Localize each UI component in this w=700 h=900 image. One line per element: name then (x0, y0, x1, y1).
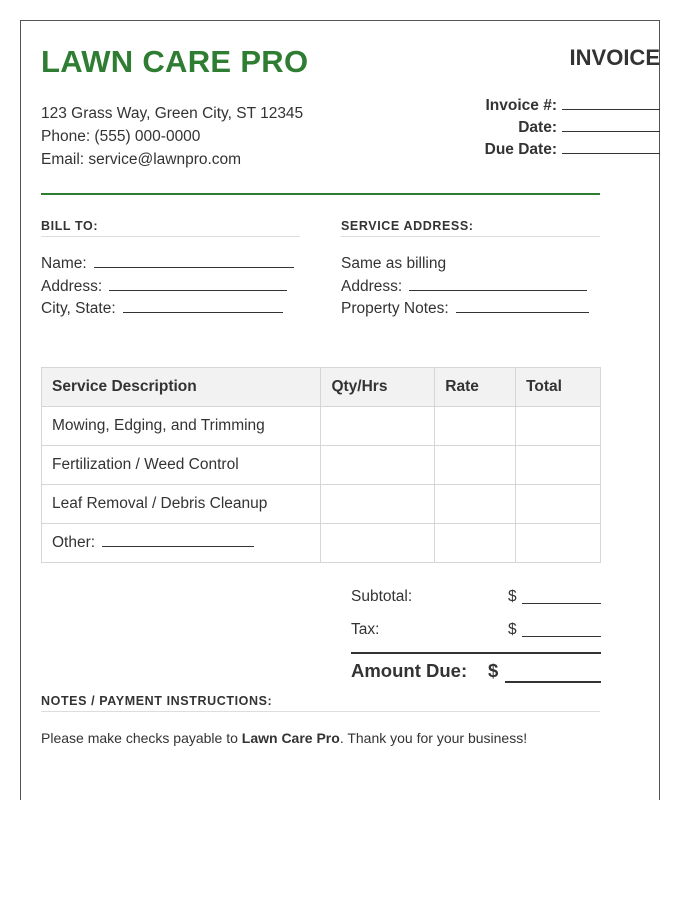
subtotal-row (351, 588, 601, 621)
service-address-heading: SERVICE ADDRESS: (341, 219, 600, 237)
services-table (41, 367, 601, 563)
service-address-label: Address: (341, 277, 403, 295)
company-phone: Phone: (555) 000-0000 (41, 128, 201, 145)
amount-due-divider (351, 652, 601, 654)
invoice-due-row (485, 139, 660, 161)
notes-heading: NOTES / PAYMENT INSTRUCTIONS: (41, 694, 600, 712)
bill-name-field[interactable] (94, 255, 294, 268)
bill-address-field[interactable] (109, 278, 287, 291)
invoice-date-label: Date: (518, 119, 557, 136)
column-header-rate: Rate (435, 368, 516, 407)
subtotal-label: Subtotal: (351, 588, 413, 605)
bill-to-block (41, 253, 294, 321)
bill-address-row (41, 276, 294, 299)
bill-name-row (41, 253, 294, 276)
invoice-date-field[interactable] (562, 117, 660, 132)
table-header-row (42, 368, 601, 407)
notes-text (41, 730, 527, 746)
rate-cell[interactable] (435, 407, 516, 446)
qty-cell[interactable] (321, 485, 435, 524)
service-description: Mowing, Edging, and Trimming (42, 407, 321, 446)
notes-payee: Lawn Care Pro (241, 730, 340, 746)
company-address: 123 Grass Way, Green City, ST 12345 (41, 105, 304, 122)
total-cell[interactable] (516, 485, 601, 524)
amount-due-currency: $ (488, 660, 499, 681)
tax-currency: $ (508, 621, 517, 638)
property-notes-row (341, 298, 589, 321)
company-email: Email: service@lawnpro.com (41, 151, 242, 168)
total-cell[interactable] (516, 446, 601, 485)
invoice-due-field[interactable] (562, 139, 660, 154)
header-divider (41, 193, 600, 195)
bill-city-field[interactable] (123, 300, 283, 313)
service-description: Leaf Removal / Debris Cleanup (42, 485, 321, 524)
amount-due-label: Amount Due: (351, 660, 468, 681)
bill-city-row (41, 298, 294, 321)
notes-text-before: Please make checks payable to (41, 730, 242, 746)
tax-field[interactable] (522, 636, 601, 637)
service-address-block (341, 253, 589, 321)
table-row (42, 524, 601, 563)
invoice-date-row (485, 117, 660, 139)
table-row (42, 407, 601, 446)
invoice-title: INVOICE (569, 45, 660, 70)
other-label: Other: (52, 534, 96, 551)
company-contact (41, 102, 303, 171)
total-cell[interactable] (516, 524, 601, 563)
column-header-qty: Qty/Hrs (321, 368, 435, 407)
totals-block (351, 588, 601, 654)
total-cell[interactable] (516, 407, 601, 446)
rate-cell[interactable] (435, 485, 516, 524)
qty-cell[interactable] (321, 524, 435, 563)
table-row (42, 446, 601, 485)
tax-row (351, 621, 601, 654)
invoice-meta (485, 95, 660, 161)
service-address-field[interactable] (409, 278, 587, 291)
property-notes-field[interactable] (456, 300, 589, 313)
service-same-as-billing: Same as billing (341, 255, 447, 272)
rate-cell[interactable] (435, 524, 516, 563)
qty-cell[interactable] (321, 407, 435, 446)
invoice-number-field[interactable] (562, 95, 660, 110)
column-header-description: Service Description (42, 368, 321, 407)
table-row (42, 485, 601, 524)
bill-address-label: Address: (41, 277, 103, 295)
invoice-number-label: Invoice #: (485, 97, 557, 114)
subtotal-field[interactable] (522, 603, 601, 604)
other-description-field[interactable] (102, 534, 254, 547)
bill-city-label: City, State: (41, 300, 116, 317)
column-header-total: Total (516, 368, 601, 407)
notes-text-after: . Thank you for your business! (339, 730, 528, 746)
qty-cell[interactable] (321, 446, 435, 485)
service-description-other (42, 524, 321, 563)
property-notes-label: Property Notes: (341, 300, 449, 317)
rate-cell[interactable] (435, 446, 516, 485)
tax-label: Tax: (351, 621, 380, 638)
invoice-number-row (485, 95, 660, 117)
bill-to-heading: BILL TO: (41, 219, 300, 237)
amount-due-field[interactable] (505, 681, 601, 683)
company-name: LAWN CARE PRO (41, 44, 309, 79)
service-description: Fertilization / Weed Control (42, 446, 321, 485)
bill-name-label: Name: (41, 255, 87, 272)
subtotal-currency: $ (508, 588, 517, 605)
service-address-row (341, 276, 589, 299)
invoice-due-label: Due Date: (484, 141, 557, 158)
